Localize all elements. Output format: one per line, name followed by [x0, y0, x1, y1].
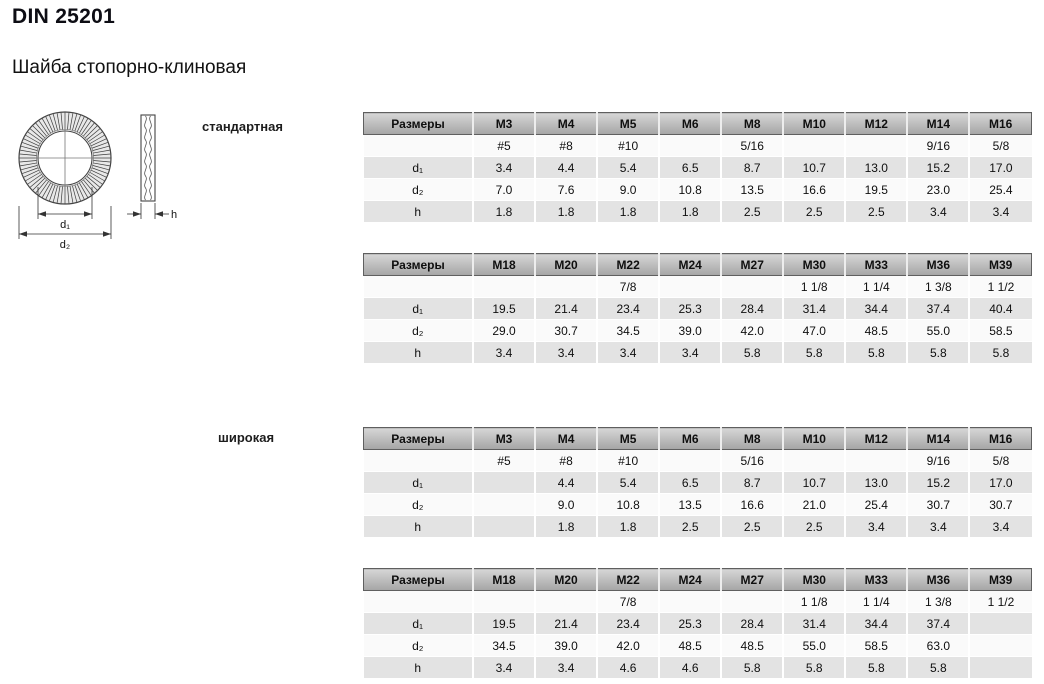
value-cell: 21.0 [783, 494, 845, 516]
value-cell: 5/8 [969, 450, 1031, 472]
washer-side-view [141, 115, 155, 201]
value-cell: 2.5 [721, 201, 783, 223]
row-label: d₁ [364, 298, 474, 320]
table-row [364, 342, 1032, 364]
value-cell: 8.7 [721, 472, 783, 494]
value-cell: 34.4 [845, 613, 907, 635]
value-cell: 34.5 [473, 635, 535, 657]
value-cell: 4.4 [535, 472, 597, 494]
value-cell: #5 [473, 135, 535, 157]
value-cell: 3.4 [473, 657, 535, 679]
value-cell: 9.0 [535, 494, 597, 516]
d1-label: d₁ [60, 219, 70, 231]
page-subtitle: Шайба стопорно-клиновая [12, 57, 247, 78]
value-cell: 37.4 [907, 613, 969, 635]
value-cell: 3.4 [969, 516, 1031, 538]
value-cell: 15.2 [907, 472, 969, 494]
value-cell: 19.5 [473, 613, 535, 635]
value-cell: 16.6 [721, 494, 783, 516]
table-row [364, 276, 1032, 298]
value-cell: 3.4 [969, 201, 1031, 223]
size-header: M14 [907, 428, 969, 450]
value-cell: 55.0 [783, 635, 845, 657]
value-cell: 3.4 [907, 201, 969, 223]
value-cell: 19.5 [845, 179, 907, 201]
size-header: M4 [535, 113, 597, 135]
size-header: M16 [969, 428, 1031, 450]
value-cell: 2.5 [783, 516, 845, 538]
value-cell: 48.5 [659, 635, 721, 657]
table-header-row [364, 569, 1032, 591]
table-standard-m3-m16 [363, 112, 1032, 223]
value-cell [473, 494, 535, 516]
row-label: h [364, 201, 474, 223]
value-cell: 25.4 [845, 494, 907, 516]
table-row [364, 320, 1032, 342]
value-cell [659, 591, 721, 613]
label-wide: широкая [218, 430, 275, 445]
row-label [364, 276, 474, 298]
size-header: M6 [659, 113, 721, 135]
value-cell: 25.3 [659, 298, 721, 320]
value-cell: 4.6 [597, 657, 659, 679]
size-header: M33 [845, 569, 907, 591]
size-header: M27 [721, 569, 783, 591]
value-cell: 1.8 [659, 201, 721, 223]
value-cell: 13.0 [845, 157, 907, 179]
size-header: M16 [969, 113, 1031, 135]
size-header: M12 [845, 428, 907, 450]
d2-label: d₂ [59, 239, 71, 251]
table-row [364, 613, 1032, 635]
value-cell: 1 3/8 [907, 591, 969, 613]
sizes-column-header: Размеры [364, 428, 474, 450]
dim-h [127, 203, 169, 219]
value-cell [535, 591, 597, 613]
value-cell: 5.8 [845, 342, 907, 364]
value-cell: 39.0 [535, 635, 597, 657]
value-cell: #10 [597, 135, 659, 157]
sizes-column-header: Размеры [364, 569, 474, 591]
table-row [364, 472, 1032, 494]
value-cell: 63.0 [907, 635, 969, 657]
size-header: M24 [659, 254, 721, 276]
value-cell: 5.8 [783, 657, 845, 679]
value-cell [969, 657, 1031, 679]
size-header: M14 [907, 113, 969, 135]
value-cell [659, 276, 721, 298]
washer-drawing [10, 106, 200, 258]
table-row [364, 135, 1032, 157]
size-header: M33 [845, 254, 907, 276]
value-cell: 31.4 [783, 298, 845, 320]
value-cell: #8 [535, 135, 597, 157]
value-cell: 7.0 [473, 179, 535, 201]
value-cell: 34.4 [845, 298, 907, 320]
value-cell [473, 472, 535, 494]
row-label: d₂ [364, 179, 474, 201]
value-cell: 3.4 [535, 342, 597, 364]
label-standard: стандартная [202, 119, 283, 134]
size-header: M18 [473, 254, 535, 276]
value-cell: 28.4 [721, 613, 783, 635]
value-cell: 3.4 [659, 342, 721, 364]
size-header: M8 [721, 113, 783, 135]
size-header: M3 [473, 428, 535, 450]
value-cell: 7.6 [535, 179, 597, 201]
row-label: h [364, 342, 474, 364]
value-cell [473, 276, 535, 298]
value-cell: 39.0 [659, 320, 721, 342]
row-label: d₂ [364, 320, 474, 342]
size-header: M5 [597, 428, 659, 450]
row-label: d₁ [364, 157, 474, 179]
value-cell: 5.8 [907, 657, 969, 679]
value-cell: 6.5 [659, 472, 721, 494]
value-cell: 1 1/4 [845, 276, 907, 298]
sizes-column-header: Размеры [364, 254, 474, 276]
table-row [364, 179, 1032, 201]
value-cell: 8.7 [721, 157, 783, 179]
row-label: d₂ [364, 494, 474, 516]
table-row [364, 157, 1032, 179]
value-cell: 15.2 [907, 157, 969, 179]
table-row [364, 516, 1032, 538]
size-header: M6 [659, 428, 721, 450]
table-row [364, 201, 1032, 223]
row-label: d₁ [364, 472, 474, 494]
value-cell: 1 1/2 [969, 276, 1031, 298]
value-cell: 23.0 [907, 179, 969, 201]
value-cell [783, 135, 845, 157]
value-cell [969, 613, 1031, 635]
size-header: M10 [783, 113, 845, 135]
value-cell [659, 135, 721, 157]
value-cell: 2.5 [845, 201, 907, 223]
size-header: M30 [783, 569, 845, 591]
value-cell: 5.4 [597, 157, 659, 179]
value-cell: 17.0 [969, 157, 1031, 179]
table-row [364, 450, 1032, 472]
value-cell: 55.0 [907, 320, 969, 342]
value-cell: 7/8 [597, 276, 659, 298]
row-label: d₁ [364, 613, 474, 635]
value-cell: 37.4 [907, 298, 969, 320]
value-cell: 1 1/2 [969, 591, 1031, 613]
table-wide-m3-m16 [363, 427, 1032, 538]
size-header: M39 [969, 569, 1031, 591]
value-cell: 29.0 [473, 320, 535, 342]
value-cell: 13.5 [721, 179, 783, 201]
value-cell: 3.4 [473, 157, 535, 179]
size-header: M30 [783, 254, 845, 276]
value-cell: 9/16 [907, 135, 969, 157]
value-cell: 30.7 [907, 494, 969, 516]
table-header-row [364, 254, 1032, 276]
value-cell [845, 450, 907, 472]
value-cell: 2.5 [783, 201, 845, 223]
row-label: h [364, 516, 474, 538]
value-cell: 5.8 [721, 657, 783, 679]
value-cell [473, 516, 535, 538]
value-cell [845, 135, 907, 157]
value-cell: 10.8 [659, 179, 721, 201]
value-cell: 5.8 [969, 342, 1031, 364]
row-label [364, 591, 474, 613]
sizes-column-header: Размеры [364, 113, 474, 135]
value-cell: 40.4 [969, 298, 1031, 320]
size-header: M18 [473, 569, 535, 591]
value-cell: 5.8 [783, 342, 845, 364]
table-row [364, 591, 1032, 613]
value-cell: 3.4 [907, 516, 969, 538]
size-header: M10 [783, 428, 845, 450]
value-cell: 48.5 [721, 635, 783, 657]
value-cell: 48.5 [845, 320, 907, 342]
value-cell [535, 276, 597, 298]
value-cell: 19.5 [473, 298, 535, 320]
value-cell [473, 591, 535, 613]
value-cell: 10.7 [783, 472, 845, 494]
value-cell: 3.4 [597, 342, 659, 364]
size-header: M20 [535, 569, 597, 591]
value-cell: 58.5 [845, 635, 907, 657]
value-cell: 13.0 [845, 472, 907, 494]
value-cell: 7/8 [597, 591, 659, 613]
size-header: M20 [535, 254, 597, 276]
value-cell: 9/16 [907, 450, 969, 472]
value-cell: 5.8 [845, 657, 907, 679]
page-title: DIN 25201 [12, 5, 116, 28]
value-cell: 1.8 [597, 516, 659, 538]
value-cell: 16.6 [783, 179, 845, 201]
value-cell: 17.0 [969, 472, 1031, 494]
value-cell: 34.5 [597, 320, 659, 342]
value-cell: 1 1/8 [783, 591, 845, 613]
value-cell: 4.6 [659, 657, 721, 679]
value-cell: 5.8 [907, 342, 969, 364]
value-cell: 23.4 [597, 298, 659, 320]
value-cell: 28.4 [721, 298, 783, 320]
value-cell: 1.8 [535, 516, 597, 538]
value-cell: 1.8 [473, 201, 535, 223]
value-cell: 5.4 [597, 472, 659, 494]
value-cell: 42.0 [597, 635, 659, 657]
value-cell [783, 450, 845, 472]
value-cell: 42.0 [721, 320, 783, 342]
value-cell: 1 1/4 [845, 591, 907, 613]
table-wide-m18-m39 [363, 568, 1032, 679]
size-header: M5 [597, 113, 659, 135]
value-cell: 5/8 [969, 135, 1031, 157]
value-cell: 4.4 [535, 157, 597, 179]
value-cell [721, 591, 783, 613]
size-header: M27 [721, 254, 783, 276]
table-row [364, 657, 1032, 679]
table-row [364, 298, 1032, 320]
size-header: M3 [473, 113, 535, 135]
value-cell: 13.5 [659, 494, 721, 516]
row-label: d₂ [364, 635, 474, 657]
table-row [364, 635, 1032, 657]
value-cell: #10 [597, 450, 659, 472]
value-cell: #8 [535, 450, 597, 472]
value-cell: 1.8 [535, 201, 597, 223]
value-cell: 47.0 [783, 320, 845, 342]
value-cell: 5/16 [721, 135, 783, 157]
value-cell: 10.7 [783, 157, 845, 179]
value-cell: 30.7 [535, 320, 597, 342]
value-cell [721, 276, 783, 298]
value-cell: 2.5 [659, 516, 721, 538]
h-label: h [171, 209, 178, 221]
size-header: M8 [721, 428, 783, 450]
size-header: M22 [597, 254, 659, 276]
size-header: M39 [969, 254, 1031, 276]
value-cell: 21.4 [535, 298, 597, 320]
size-header: M36 [907, 569, 969, 591]
value-cell: 10.8 [597, 494, 659, 516]
value-cell: 1 1/8 [783, 276, 845, 298]
size-header: M22 [597, 569, 659, 591]
table-row [364, 494, 1032, 516]
value-cell: 5.8 [721, 342, 783, 364]
value-cell [969, 635, 1031, 657]
row-label [364, 135, 474, 157]
value-cell: 2.5 [721, 516, 783, 538]
value-cell: 1.8 [597, 201, 659, 223]
value-cell: 1 3/8 [907, 276, 969, 298]
value-cell: 25.3 [659, 613, 721, 635]
table-standard-m18-m39 [363, 253, 1032, 364]
value-cell: 6.5 [659, 157, 721, 179]
value-cell: 30.7 [969, 494, 1031, 516]
value-cell: 21.4 [535, 613, 597, 635]
size-header: M24 [659, 569, 721, 591]
value-cell: 23.4 [597, 613, 659, 635]
size-header: M4 [535, 428, 597, 450]
size-header: M12 [845, 113, 907, 135]
value-cell: 3.4 [473, 342, 535, 364]
table-header-row [364, 428, 1032, 450]
value-cell: 3.4 [535, 657, 597, 679]
value-cell: 5/16 [721, 450, 783, 472]
size-header: M36 [907, 254, 969, 276]
table-header-row [364, 113, 1032, 135]
value-cell: 3.4 [845, 516, 907, 538]
value-cell: 25.4 [969, 179, 1031, 201]
row-label: h [364, 657, 474, 679]
value-cell: #5 [473, 450, 535, 472]
value-cell [659, 450, 721, 472]
value-cell: 31.4 [783, 613, 845, 635]
row-label [364, 450, 474, 472]
value-cell: 58.5 [969, 320, 1031, 342]
value-cell: 9.0 [597, 179, 659, 201]
